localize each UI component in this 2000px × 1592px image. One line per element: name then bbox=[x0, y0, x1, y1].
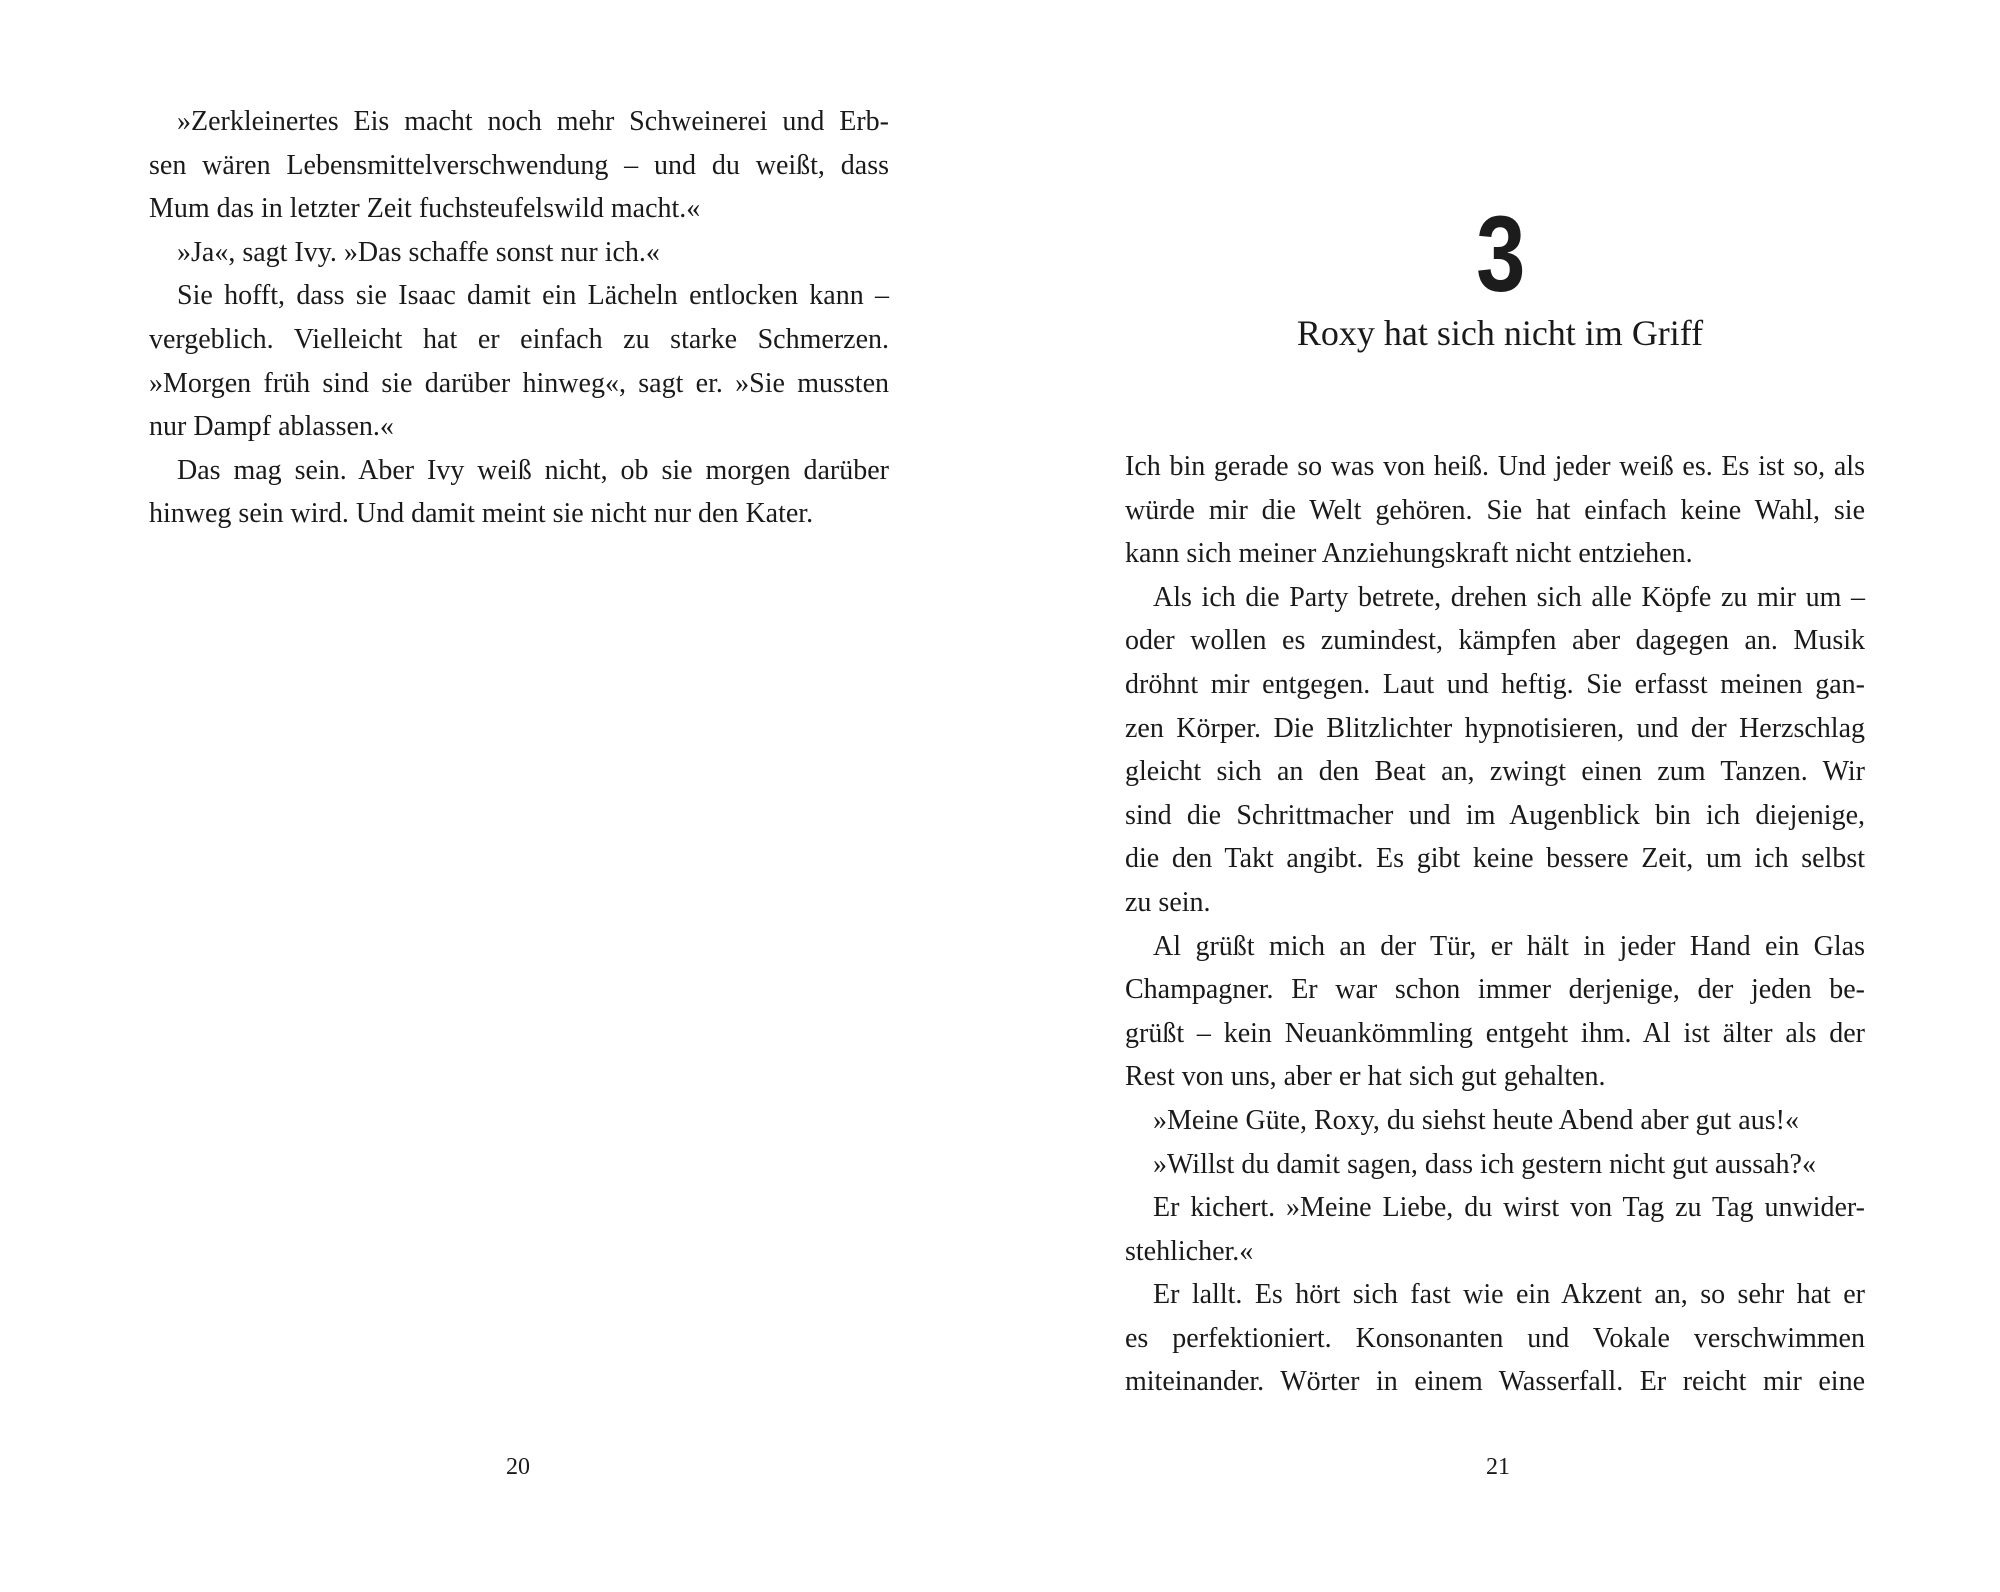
text-line: sen wären Lebensmittelverschwendung – und du weißt, dass bbox=[149, 149, 889, 181]
text-line: »Willst du damit sagen, dass ich gestern nicht gut aussah?« bbox=[1153, 1148, 1816, 1180]
text-line: dröhnt mir entgegen. Laut und heftig. Sie erfasst meinen gan- bbox=[1125, 668, 1865, 700]
page-number: 21 bbox=[1486, 1454, 1510, 1480]
text-line: Ich bin gerade so was von heiß. Und jeder weiß es. Es ist so, als bbox=[1125, 451, 1865, 482]
text-line: Champagner. Er war schon immer derjenige, der jeden be- bbox=[1125, 974, 1865, 1006]
text-line: Rest von uns, aber er hat sich gut gehalten. bbox=[1125, 1061, 1606, 1093]
text-line: würde mir die Welt gehören. Sie hat einfach keine Wahl, sie bbox=[1125, 494, 1865, 526]
text-line: sind die Schrittmacher und im Augenblick bin ich diejenige, bbox=[1125, 799, 1865, 831]
text-line: miteinander. Wörter in einem Wasserfall. Er reicht mir eine bbox=[1125, 1366, 1865, 1398]
text-line: vergeblich. Vielleicht hat er einfach zu starke Schmerzen. bbox=[149, 323, 889, 355]
text-line: es perfektioniert. Konsonanten und Vokale verschwimmen bbox=[1125, 1322, 1865, 1354]
text-line: stehlicher.« bbox=[1125, 1235, 1254, 1267]
text-line: Mum das in letzter Zeit fuchsteufelswild macht.« bbox=[149, 193, 701, 225]
chapter-number: 3 bbox=[1476, 193, 1524, 314]
text-line: Er kichert. »Meine Liebe, du wirst von Tag zu Tag unwider- bbox=[1153, 1192, 1865, 1224]
text-line: oder wollen es zumindest, kämpfen aber dagegen an. Musik bbox=[1125, 625, 1865, 657]
text-line: Er lallt. Es hört sich fast wie ein Akzent an, so sehr hat er bbox=[1153, 1279, 1865, 1311]
text-line: Als ich die Party betrete, drehen sich alle Köpfe zu mir um – bbox=[1153, 581, 1865, 613]
text-line: hinweg sein wird. Und damit meint sie nicht nur den Kater. bbox=[149, 498, 814, 530]
left-page-body-text bbox=[149, 100, 889, 536]
text-line: Das mag sein. Aber Ivy weiß nicht, ob sie morgen darüber bbox=[177, 454, 889, 486]
text-line: »Zerkleinertes Eis macht noch mehr Schweinerei und Erb- bbox=[177, 106, 889, 137]
text-line: »Morgen früh sind sie darüber hinweg«, sagt er. »Sie mussten bbox=[149, 367, 889, 399]
text-line: gleicht sich an den Beat an, zwingt einen zum Tanzen. Wir bbox=[1125, 756, 1865, 788]
right-page-body-text bbox=[1125, 445, 1865, 1404]
right-page bbox=[1000, 0, 2000, 1592]
text-line: zu sein. bbox=[1125, 886, 1211, 918]
text-line: die den Takt angibt. Es gibt keine bessere Zeit, um ich selbst bbox=[1125, 843, 1865, 875]
text-line: grüßt – kein Neuankömmling entgeht ihm. Al ist älter als der bbox=[1125, 1017, 1865, 1049]
text-line: Al grüßt mich an der Tür, er hält in jeder Hand ein Glas bbox=[1153, 930, 1865, 962]
chapter-title: Roxy hat sich nicht im Griff bbox=[1296, 313, 1704, 353]
text-line: zen Körper. Die Blitzlichter hypnotisieren, und der Herzschlag bbox=[1125, 712, 1865, 744]
text-line: kann sich meiner Anziehungskraft nicht entziehen. bbox=[1125, 538, 1693, 570]
text-line: nur Dampf ablassen.« bbox=[149, 411, 394, 443]
text-line: Sie hofft, dass sie Isaac damit ein Lächeln entlocken kann – bbox=[177, 280, 889, 312]
text-line: »Ja«, sagt Ivy. »Das schaffe sonst nur ich.« bbox=[177, 236, 660, 268]
text-line: »Meine Güte, Roxy, du siehst heute Abend aber gut aus!« bbox=[1153, 1104, 1799, 1136]
page-number: 20 bbox=[506, 1454, 530, 1480]
